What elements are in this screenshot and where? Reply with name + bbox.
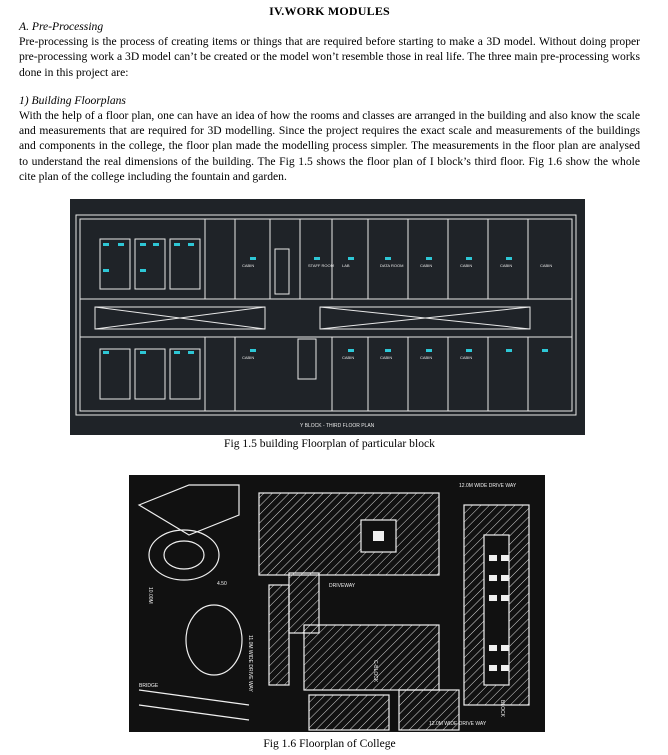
room-label: CABIN xyxy=(242,263,255,268)
subsection-a-title: A. Pre-Processing xyxy=(19,20,104,33)
room-label: CABIN xyxy=(540,263,553,268)
plan-label: BLOCK xyxy=(499,700,505,717)
paragraph-floorplans: With the help of a floor plan, one can have an idea of how the rooms and classes are arranged in the building and also know the scale and measurements that are required for 3D modelling. Since the project requires the exact scale and measurements of the buildings and components in the college, the floor plan made the modelling process simpler. The measurements in the floor plan are analysed to understand the real dimensions of the building. The Fig 1.5 shows the floor plan of I block’s third floor. Fig 1.6 show the whole cite plan of the college including the fountain and garden. xyxy=(19,108,640,184)
college-plan-drawing xyxy=(129,475,545,732)
page-content xyxy=(19,4,640,750)
figure-college-floorplan xyxy=(129,475,545,732)
plan-label: 12.0M WIDE DRIVE WAY xyxy=(459,483,517,489)
plan-label: BRIDGE xyxy=(139,683,159,689)
room-label: LAB xyxy=(342,263,350,268)
room-label: STAFF ROOM xyxy=(308,263,334,268)
room-label: CABIN xyxy=(242,355,255,360)
room-label: CABIN xyxy=(380,355,393,360)
room-label: CABIN xyxy=(420,355,433,360)
plan-label: 11.0M WIDE DRIVE WAY xyxy=(247,635,253,692)
room-label: CABIN xyxy=(342,355,355,360)
paragraph-preprocessing: Pre-processing is the process of creating items or things that are required before starting to make a 3D model. Without doing proper pre-processing work a 3D model can’t be created or the model won’t resemble those in real life. The three main pre-processing works done in this project are: xyxy=(19,35,640,79)
room-label: CABIN xyxy=(460,263,473,268)
plan-label: 10.00M xyxy=(147,587,153,604)
floorplan-title: Y BLOCK - THIRD FLOOR PLAN xyxy=(300,423,375,429)
section-heading: IV.WORK MODULES xyxy=(269,4,390,18)
figure-1-5-caption: Fig 1.5 building Floorplan of particular block xyxy=(224,437,435,450)
plan-label: C-BLOCK xyxy=(372,660,378,683)
floorplan-drawing xyxy=(70,199,585,435)
room-label: CABIN xyxy=(420,263,433,268)
subsection-1-title: 1) Building Floorplans xyxy=(19,93,126,107)
plan-label: 4.50 xyxy=(217,581,227,587)
room-label: DATA ROOM xyxy=(380,263,404,268)
figure-block-floorplan xyxy=(70,199,585,435)
plan-label: DRIVEWAY xyxy=(329,583,356,589)
plan-label: 12.0M WIDE DRIVE WAY xyxy=(429,721,487,727)
room-label: CABIN xyxy=(460,355,473,360)
room-label: CABIN xyxy=(500,263,513,268)
figure-1-6-caption: Fig 1.6 Floorplan of College xyxy=(263,737,396,750)
